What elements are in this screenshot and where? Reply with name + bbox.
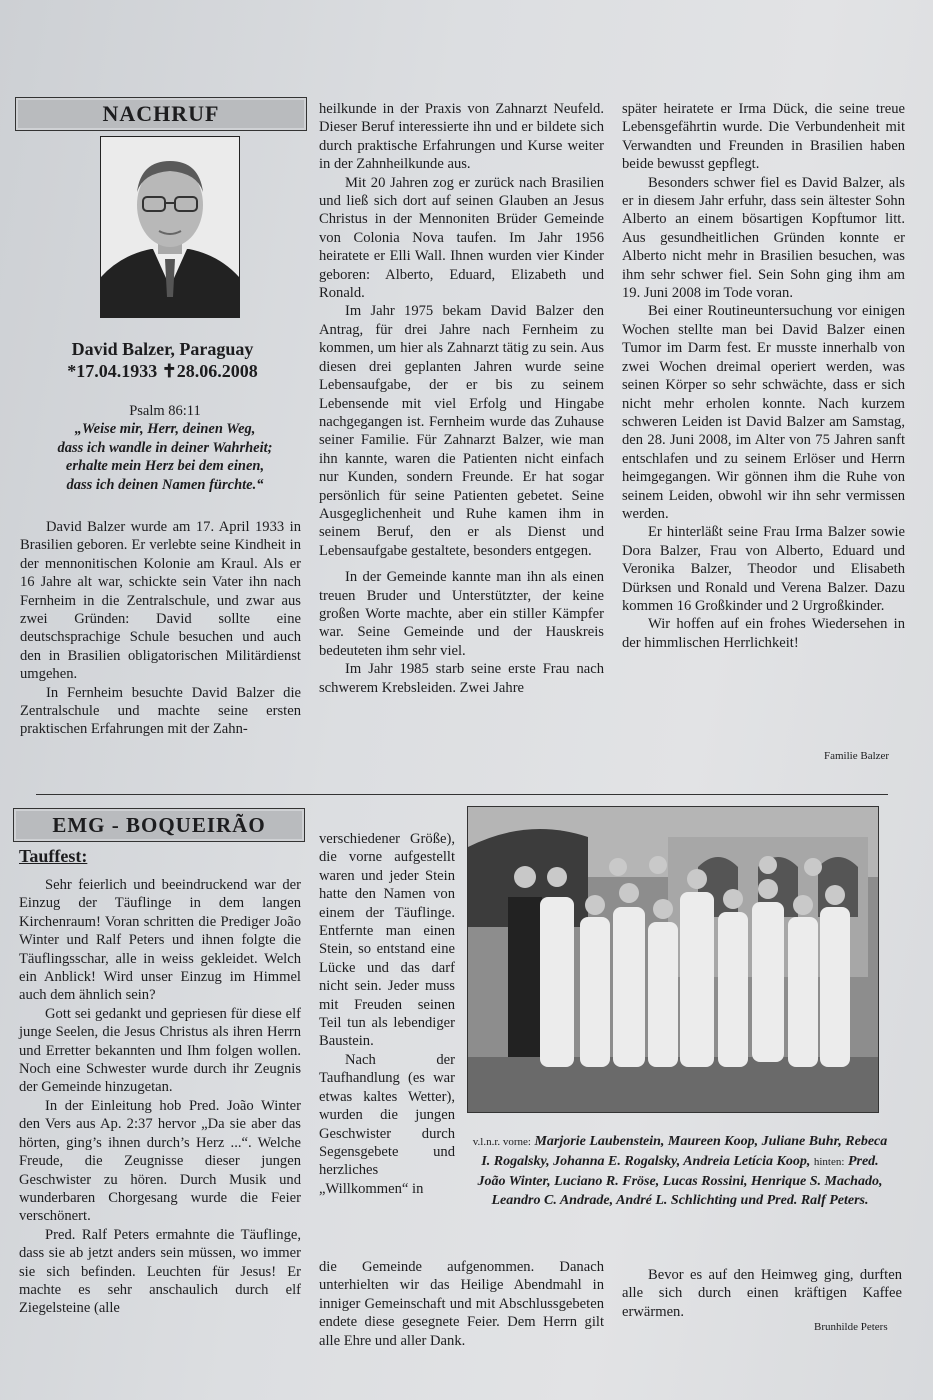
- life-dates: *17.04.1933 ✝28.06.2008: [67, 361, 258, 381]
- section-divider: [36, 794, 888, 795]
- obituary-column-3: [622, 100, 905, 652]
- paragraph: In der Gemeinde kannte man ihn als einen treuen Bruder und Unterstützter, der keine großen Worte machte, aber ein stiller Kämpfer war. Seine Gemeinde und der Hauskreis bedeuteten ihm sehr viel.: [319, 569, 604, 659]
- obituary-column-1: [20, 518, 301, 739]
- paragraph: später heiratete er Irma Dück, die seine treue Lebensgefährtin wurde. Die Verbundenheit mit Verwandten und Freunden in Brasilien haben beide bewusst gepflegt.: [622, 101, 905, 173]
- caption-prefix-front: v.l.n.r. vorne:: [472, 1136, 531, 1148]
- emg-header: EMG - BOQUEIRÃO: [13, 808, 305, 842]
- tauffest-subheading: Tauffest:: [19, 846, 88, 866]
- paragraph: Im Jahr 1975 bekam David Balzer den Antrag, für drei Jahre nach Fernheim zu kommen, um hier als Zahnarzt tätig zu sein. Aus diesen drei geplanten Jahren wurde seine Lebensaufgabe, der er bis zu seinem Lebensende mit viel Erfolg und Hingabe nachgegangen ist. Fernheim wurde das Zuhause seiner Familie. Für Zahnarzt Balzer, wie man ihn kannte, waren die Patienten nicht einfach nur Kunden, sondern Freunde. Er hat sogar persönlich für seine Patienten gebetet. Seine Ausgeglichenheit und Ruhe kamen ihm in seinem Beruf, den er als Dienst und Lebensaufgabe gestaltete, besonders entgegen.: [319, 303, 604, 559]
- caption-prefix-back: hinten:: [813, 1156, 845, 1168]
- caption-names-front: Marjorie Laubenstein, Maureen Koop, Juliane Buhr, Rebeca I. Rogalsky, Johanna E. Rogalsky, Andreia Letícia Koop,: [481, 1134, 888, 1169]
- portrait-photo: [100, 136, 240, 318]
- paragraph: Pred. Ralf Peters ermahnte die Täuflinge, dass sie ab jetzt anders sein müssen, wo immer sie sich befinden. Leuchten für Jesus! Er machte es sehr anschaulich durch elf Ziegelsteine (alle: [19, 1226, 301, 1317]
- psalm-verse: [20, 420, 310, 494]
- paragraph: In Fernheim besuchte David Balzer die Zentralschule und machte seine ersten praktischen Erfahrungen mit der Zahn-: [20, 684, 301, 738]
- obituary-header: NACHRUF: [15, 97, 307, 131]
- obituary-signature: Familie Balzer: [824, 750, 890, 762]
- emg-signature: Brunhilde Peters: [814, 1321, 888, 1333]
- paragraph: Bevor es auf den Heimweg ging, durften alle sich durch einen kräftigen Kaffee erwärmen.: [622, 1267, 902, 1320]
- psalm-reference: Psalm 86:11: [129, 403, 201, 419]
- paragraph: heilkunde in der Praxis von Zahnarzt Neufeld. Dieser Beruf interessierte ihn und er bildete sich durch praktische Erfahrungen und Kurse weiter in der Zahnheilkunde aus.: [319, 101, 604, 173]
- emg-column-1: [19, 876, 301, 1318]
- paragraph: verschiedener Größe), die vorne aufgestellt waren und jeder Stein hatte den Namen von einem der Täuflinge. Entfernte man einen Stein, so entstand eine Lücke und das darf nicht sein. Jeder muss mit Freuden seinen Teil tun als lebendiger Baustein.: [319, 831, 455, 1050]
- paragraph: Bei einer Routineuntersuchung vor einigen Wochen stellte man bei David Balzer einen Tumor im Darm fest. Er musste innerhalb von zwei Wochen dreimal operiert werden, was seinen Körper so sehr schwächte, dass er sich nicht mehr erholen konnte. Nach kurzem schweren Leiden ist David Balzer am Samstag, den 28. Juni 2008, im Alter von 75 Jahren sanft entschlafen und zu seinem Erlöser und Herrn heimgegangen. Wir gönnen ihm die Ruhe von seinem Leiden, obwohl wir ihn sehr vermissen werden.: [622, 303, 905, 522]
- psalm-line: dass ich wandle in deiner Wahrheit;: [57, 439, 273, 456]
- caption-names-back: Pred. João Winter, Luciano R. Fröse, Lucas Rossini, Henrique S. Machado, Leandro C. Andrade, André L. Schlichting und Pred. Ralf Peters.: [477, 1154, 883, 1208]
- emg-column-3: [622, 1266, 902, 1321]
- paragraph: die Gemeinde aufgenommen. Danach unterhielten wir das Heilige Abendmahl in inniger Gemeinschaft und mit Abschlussgebeten endete diese gesegnete Feier. Dem Herrn gilt alle Ehre und aller Dank.: [319, 1259, 604, 1349]
- psalm-line: erhalte mein Herz bei dem einen,: [65, 458, 265, 475]
- paragraph: Nach der Taufhandlung (es war etwas kaltes Wetter), wurden die jungen Geschwister durch Segensgebete und herzliches „Willkommen“ in: [319, 1051, 455, 1197]
- paragraph: Mit 20 Jahren zog er zurück nach Brasilien und ließ sich dort auf seinen Glauben an Jesus Christus in der Mennoniten Brüder Gemeinde von Colonia Nova taufen. Im Jahr 1956 heiratete er Elli Wall. Ihnen wurden vier Kinder geboren: Alberto, Eduard, Elizabeth und Ronald.: [319, 174, 604, 302]
- portrait-image: [101, 137, 239, 317]
- psalm-line: „Weise mir, Herr, deinen Weg,: [74, 421, 256, 438]
- emg-wide-paragraph: [319, 1258, 604, 1350]
- paragraph: Im Jahr 1985 starb seine erste Frau nach schwerem Krebsleiden. Zwei Jahre: [319, 661, 604, 696]
- deceased-name: David Balzer, Paraguay: [71, 339, 254, 359]
- psalm-line: dass ich deinen Namen fürchte.“: [66, 476, 264, 493]
- photo-caption: [470, 1132, 890, 1210]
- group-photo-image: [468, 807, 878, 1112]
- obituary-column-2: [319, 100, 604, 697]
- paragraph: Gott sei gedankt und gepriesen für diese elf junge Seelen, die Jesus Christus als ihren Herrn und Erretter bekannten und Ihm folgen wollen. Noch eine Schwester wurde durch ihr Zeugnis der Gemeinde hinzugetan.: [19, 1005, 301, 1096]
- paragraph: David Balzer wurde am 17. April 1933 in Brasilien geboren. Er verlebte seine Kindheit in der mennonitischen Kolonie am Kraul. Als er 16 Jahre alt war, schickte sein Vater ihn nach Fernheim in die Zentralschule, und zwar aus zwei Gründen: David sollte eine deutschsprachige Schule besuchen und auch den in Brasilien obligatorischen Militärdienst umgehen.: [20, 519, 301, 683]
- paragraph: Besonders schwer fiel es David Balzer, als er in diesem Jahr erfuhr, dass sein ältester Sohn Alberto an einem bösartigen Kopftumor litt. Aus gesundheitlichen Gründen konnte er Alberto nicht mehr in Brasilien besuchen, was ihm sehr schwer fiel. Sein Sohn ging ihm am 19. Juni 2008 im Tode voran.: [622, 174, 905, 302]
- paragraph: Sehr feierlich und beeindruckend war der Einzug der Täuflinge in dem langen Kirchenraum! Voran schritten die Prediger João Winter und Ralf Peters und ihnen folgte die Täuflingsschar, alle in weiss gekleidet. Welch ein Anblick! Wird unser Einzug im Himmel auch dem ähnlich sein?: [19, 877, 301, 1004]
- paragraph: In der Einleitung hob Pred. João Winter den Vers aus Ap. 2:37 hervor „Da sie aber das hörten, ging’s ihnen durch’s Herz ...“. Welche Freude, die Zeugnisse dieser jungen Geschwister zu hören. Durch Musik und wunderbaren Chorgesang wurde die Feier verschönert.: [19, 1097, 301, 1225]
- baptism-group-photo: [467, 806, 879, 1113]
- paragraph: Er hinterläßt seine Frau Irma Balzer sowie Dora Balzer, Frau von Alberto, Eduard und Veronika Balzer, Theodor und Elisabeth Dürksen und Ronald und Verena Balzer. Dazu kommen 16 Großkinder und 2 Urgroßkinder.: [622, 524, 905, 614]
- paragraph: Wir hoffen auf ein frohes Wiedersehen in der himmlischen Herrlichkeit!: [622, 616, 905, 651]
- emg-column-2: [319, 830, 455, 1198]
